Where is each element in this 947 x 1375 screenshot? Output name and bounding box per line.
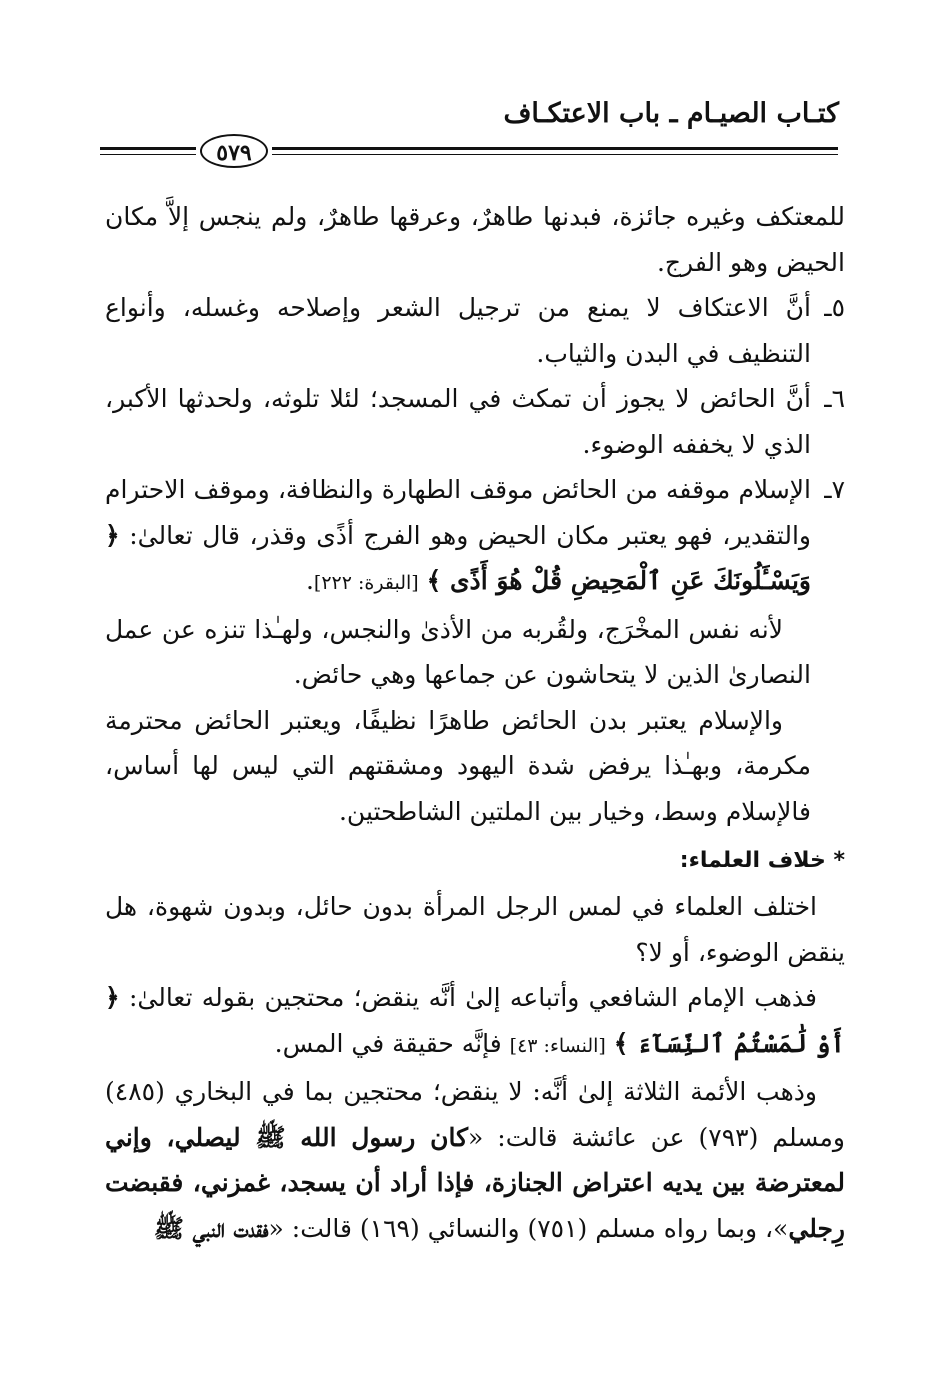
page-body [105,194,845,1251]
list-item-number: ٥ـ [824,293,845,322]
item-7-continuation [105,607,845,835]
quran-verse-2: ﴿ أَوْ لَٰمَسْتُمُ ٱلنِّسَآءَ ﴾ [105,983,845,1058]
header-rule-thick-left [100,147,196,150]
paragraph-islam: والإسلام يعتبر بدن الحائض طاهرًا نظيفًا، ويعتبر الحائض محترمة مكرمة، وبهـٰذا يرفض شدة اليهود ومشقتهم التي ليس لها أساس، فالإسلام وسط، وخيار بين الملتين الشاطحتين. [105,705,811,826]
list-item-7-text: الإسلام موقفه من الحائض موقف الطهارة والنظافة، وموقف الاحترام والتقدير، فهو يعتبر مكان الحيض وهو الفرج أذًى وقذر، قال تعالىٰ: [105,475,811,550]
paragraph-thalatha [105,1069,845,1251]
list-item-number: ٦ـ [824,384,845,413]
list-item-text: أنَّ الاعتكاف لا يمنع من ترجيل الشعر وإصلاحه وغسله، وأنواع التنظيف في البدن والثياب. [105,293,811,368]
quran-verse: ﴿ وَيَسْـَٔلُونَكَ عَنِ ٱلْمَحِيضِ قُلْ هُوَ أَذًى ﴾ [105,520,811,595]
list-item-number: ٧ـ [824,475,845,504]
paragraph-thalatha-mid: »، وبما رواه مسلم (٧٥١) والنسائي (١٦٩) قالت: « [268,1213,789,1243]
hadith-text-2: فقدت النبي ﷺ [153,1213,269,1243]
paragraph-thalatha-start: وذهب الأئمة الثلاثة إلىٰ أنَّه: لا ينقض؛ محتجين بما في البخاري (٤٨٥) ومسلم (٧٩٣) عن عائشة قالت: « [105,1077,845,1152]
list-item-text [105,467,811,607]
paragraph-khilaf: اختلف العلماء في لمس الرجل المرأة بدون حائل، وبدون شهوة، هل ينقض الوضوء، أو لا؟ [105,892,845,967]
verse-end: . [305,566,314,595]
header-rule-thin [272,154,838,155]
page-number-badge: ٥٧٩ [200,134,268,168]
verse-reference: [البقرة: ٢٢٢] [313,572,419,594]
paragraph-shafii-end: فإنَّه حقيقة في المس. [274,1028,502,1058]
section-heading: * خلاف العلماء: [679,848,845,873]
list-item-6 [105,376,845,467]
hadith-text-1: كان رسول الله ﷺ ليصلي، وإني لمعترضة بين يديه اعتراض الجنازة، فإذا أراد أن يسجد، غمزني، فقبضت رِجلي [105,1122,845,1243]
list-item-5 [105,285,845,376]
list-item-text: أنَّ الحائض لا يجوز أن تمكث في المسجد؛ لئلا تلوثه، ولحدثها الأكبر، الذي لا يخففه الوضوء. [105,384,811,459]
running-header-title: كتـاب الصيـام ـ باب الاعتكـاف [503,98,839,129]
paragraph-intro: للمعتكف وغيره جائزة، فبدنها طاهرٌ، وعرقها طاهرٌ، ولم ينجس إلاَّ مكان الحيض وهو الفرج. [105,202,845,277]
paragraph-shafii-text: فذهب الإمام الشافعي وأتباعه إلىٰ أنَّه ينقض؛ محتجين بقوله تعالىٰ: [128,983,817,1012]
header-rule-thick [272,147,838,150]
verse-reference-2: [النساء: ٤٣] [509,1034,606,1057]
header-rule-thin-left [100,154,196,155]
paragraph-shafii [105,975,845,1069]
paragraph-reason: لأنه نفس المخْرَج، ولقُربه من الأذىٰ والنجس، ولهـٰذا تنزه عن عمل النصارىٰ الذين لا يتحاشون عن جماعها وهي حائض. [105,614,811,689]
list-item-7 [105,467,845,607]
